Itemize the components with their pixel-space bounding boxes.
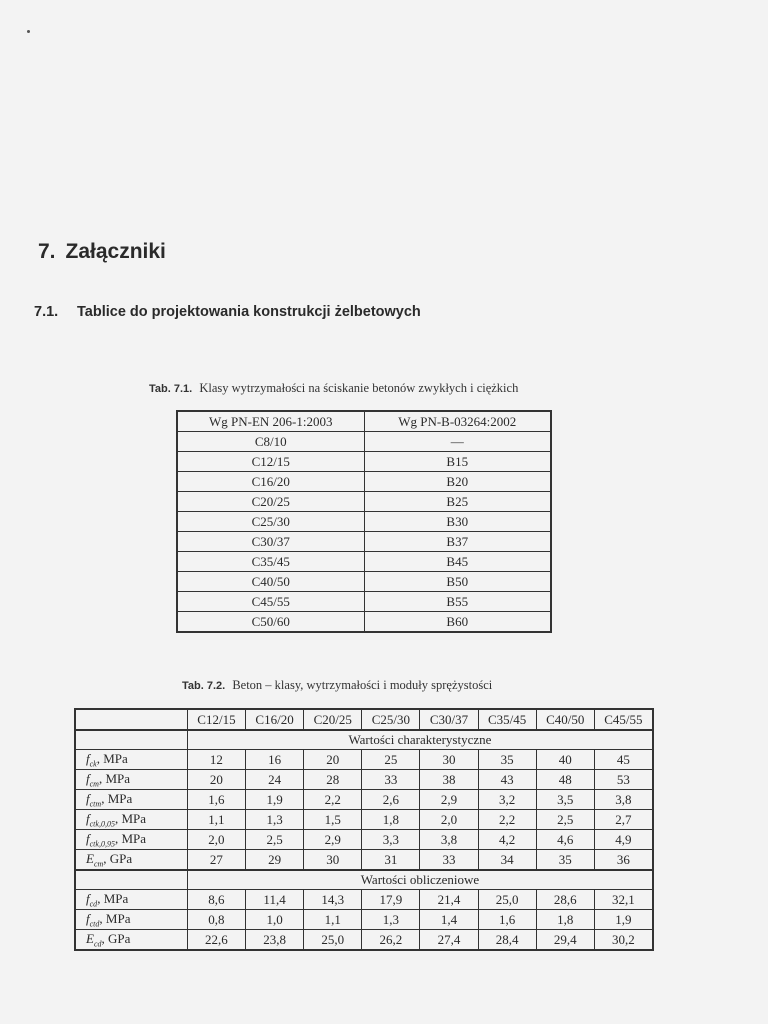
value-cell: 0,8 — [187, 910, 245, 930]
table-row — [75, 770, 653, 790]
table-row — [75, 890, 653, 910]
table-row — [177, 472, 551, 492]
value-cell: 2,6 — [362, 790, 420, 810]
quantity-label-cell — [75, 850, 187, 871]
quantity-label-cell — [75, 930, 187, 951]
concrete-class-comparison-table — [176, 410, 552, 633]
quantity-subscript: cm — [89, 779, 99, 789]
value-cell: 21,4 — [420, 890, 478, 910]
value-cell: 3,2 — [478, 790, 536, 810]
section-row — [75, 730, 653, 750]
table1-header-pn: Wg PN-B-03264:2002 — [364, 411, 551, 432]
value-cell: 40 — [536, 750, 594, 770]
quantity-symbol: E — [86, 850, 94, 866]
value-cell: 1,1 — [187, 810, 245, 830]
quantity-subscript: cm — [93, 859, 104, 869]
value-cell: 27,4 — [420, 930, 478, 951]
table-row — [75, 910, 653, 930]
table-row — [75, 830, 653, 850]
value-cell: 23,8 — [246, 930, 304, 951]
table1-caption — [149, 381, 518, 396]
value-cell: 29,4 — [536, 930, 594, 951]
value-cell: 36 — [594, 850, 653, 871]
class-header-cell: C25/30 — [362, 709, 420, 730]
section-title: Tablice do projektowania konstrukcji żelbetowych — [77, 304, 421, 320]
chapter-heading — [38, 240, 166, 264]
value-cell: 28 — [304, 770, 362, 790]
table-row — [75, 790, 653, 810]
value-cell: 25,0 — [478, 890, 536, 910]
quantity-unit: , MPa — [98, 770, 131, 786]
quantity-label-cell — [75, 770, 187, 790]
quantity-subscript: ctm — [89, 799, 102, 809]
pn-class-cell: B15 — [364, 452, 551, 472]
class-header-cell: C35/45 — [478, 709, 536, 730]
value-cell: 2,5 — [536, 810, 594, 830]
value-cell: 1,9 — [246, 790, 304, 810]
en-class-cell: C20/25 — [177, 492, 364, 512]
pn-class-cell: B55 — [364, 592, 551, 612]
quantity-symbol: f — [86, 770, 90, 786]
en-class-cell: C30/37 — [177, 532, 364, 552]
value-cell: 2,2 — [304, 790, 362, 810]
table-row — [75, 750, 653, 770]
pn-class-cell: — — [364, 432, 551, 452]
quantity-subscript: cd — [89, 899, 98, 909]
quantity-unit: , MPa — [99, 910, 131, 926]
quantity-unit: , MPa — [97, 890, 129, 906]
pn-class-cell: B25 — [364, 492, 551, 512]
value-cell: 3,5 — [536, 790, 594, 810]
value-cell: 1,9 — [594, 910, 653, 930]
section-number: 7.1. — [34, 304, 59, 320]
pn-class-cell: B60 — [364, 612, 551, 633]
table-row — [177, 512, 551, 532]
class-header-cell: C12/15 — [187, 709, 245, 730]
table-row — [177, 612, 551, 633]
table-row — [177, 452, 551, 472]
quantity-label-cell — [75, 810, 187, 830]
pn-class-cell: B37 — [364, 532, 551, 552]
quantity-subscript: ck — [89, 759, 97, 769]
value-cell: 30 — [420, 750, 478, 770]
section-spacer-cell — [75, 870, 187, 890]
section-spacer-cell — [75, 730, 187, 750]
value-cell: 1,1 — [304, 910, 362, 930]
table-row — [75, 850, 653, 871]
quantity-label-cell — [75, 790, 187, 810]
value-cell: 33 — [420, 850, 478, 871]
value-cell: 1,4 — [420, 910, 478, 930]
value-cell: 16 — [246, 750, 304, 770]
scan-speck — [27, 30, 30, 33]
value-cell: 4,6 — [536, 830, 594, 850]
quantity-symbol: f — [86, 910, 90, 926]
quantity-label-cell — [75, 910, 187, 930]
en-class-cell: C8/10 — [177, 432, 364, 452]
table1-caption-text: Klasy wytrzymałości na ściskanie betonów zwykłych i ciężkich — [199, 381, 519, 395]
table1-header-row — [177, 411, 551, 432]
section-characteristic-label: Wartości charakterystyczne — [187, 730, 653, 750]
table2-corner-cell — [75, 709, 187, 730]
value-cell: 30,2 — [594, 930, 653, 951]
value-cell: 35 — [536, 850, 594, 871]
value-cell: 2,9 — [304, 830, 362, 850]
concrete-properties-table — [74, 708, 654, 951]
class-header-cell: C20/25 — [304, 709, 362, 730]
value-cell: 4,2 — [478, 830, 536, 850]
quantity-label-cell — [75, 890, 187, 910]
value-cell: 1,6 — [478, 910, 536, 930]
table2-caption-text: Beton – klasy, wytrzymałości i moduły sprężystości — [232, 678, 493, 692]
value-cell: 14,3 — [304, 890, 362, 910]
table2-body — [75, 730, 653, 950]
class-header-cell: C45/55 — [594, 709, 653, 730]
value-cell: 20 — [187, 770, 245, 790]
value-cell: 29 — [246, 850, 304, 871]
value-cell: 53 — [594, 770, 653, 790]
pn-class-cell: B50 — [364, 572, 551, 592]
table-row — [177, 592, 551, 612]
pn-class-cell: B30 — [364, 512, 551, 532]
value-cell: 17,9 — [362, 890, 420, 910]
table1-header-en: Wg PN-EN 206-1:2003 — [177, 411, 364, 432]
table-row — [75, 810, 653, 830]
quantity-unit: , GPa — [103, 850, 133, 866]
chapter-number: 7. — [38, 240, 56, 263]
value-cell: 2,7 — [594, 810, 653, 830]
value-cell: 3,8 — [420, 830, 478, 850]
quantity-label-cell — [75, 830, 187, 850]
pn-class-cell: B20 — [364, 472, 551, 492]
value-cell: 31 — [362, 850, 420, 871]
value-cell: 27 — [187, 850, 245, 871]
quantity-subscript: cd — [93, 939, 102, 949]
quantity-symbol: f — [86, 750, 90, 766]
quantity-unit: , GPa — [101, 930, 131, 946]
class-header-cell: C40/50 — [536, 709, 594, 730]
value-cell: 2,2 — [478, 810, 536, 830]
value-cell: 28,6 — [536, 890, 594, 910]
en-class-cell: C25/30 — [177, 512, 364, 532]
table-row — [177, 532, 551, 552]
value-cell: 1,3 — [246, 810, 304, 830]
section-row — [75, 870, 653, 890]
value-cell: 24 — [246, 770, 304, 790]
value-cell: 30 — [304, 850, 362, 871]
table-row — [177, 552, 551, 572]
value-cell: 12 — [187, 750, 245, 770]
value-cell: 32,1 — [594, 890, 653, 910]
class-header-cell: C30/37 — [420, 709, 478, 730]
section-design-label: Wartości obliczeniowe — [187, 870, 653, 890]
value-cell: 8,6 — [187, 890, 245, 910]
en-class-cell: C40/50 — [177, 572, 364, 592]
value-cell: 2,5 — [246, 830, 304, 850]
quantity-symbol: f — [86, 810, 90, 826]
quantity-unit: , MPa — [114, 830, 147, 846]
quantity-unit: , MPa — [114, 810, 147, 826]
value-cell: 28,4 — [478, 930, 536, 951]
value-cell: 48 — [536, 770, 594, 790]
value-cell: 3,3 — [362, 830, 420, 850]
quantity-subscript: ctk,0,95 — [89, 839, 115, 849]
table-row — [75, 930, 653, 951]
quantity-subscript: ctk,0,05 — [89, 819, 115, 829]
table-row — [177, 572, 551, 592]
value-cell: 2,0 — [420, 810, 478, 830]
value-cell: 1,0 — [246, 910, 304, 930]
section-heading — [34, 304, 421, 320]
quantity-unit: , MPa — [101, 790, 133, 806]
value-cell: 2,9 — [420, 790, 478, 810]
value-cell: 1,3 — [362, 910, 420, 930]
class-header-cell: C16/20 — [246, 709, 304, 730]
quantity-symbol: f — [86, 830, 90, 846]
value-cell: 1,5 — [304, 810, 362, 830]
en-class-cell: C12/15 — [177, 452, 364, 472]
value-cell: 35 — [478, 750, 536, 770]
quantity-subscript: ctd — [89, 919, 100, 929]
value-cell: 3,8 — [594, 790, 653, 810]
pn-class-cell: B45 — [364, 552, 551, 572]
table-row — [177, 492, 551, 512]
quantity-symbol: f — [86, 790, 90, 806]
en-class-cell: C16/20 — [177, 472, 364, 492]
en-class-cell: C35/45 — [177, 552, 364, 572]
value-cell: 1,6 — [187, 790, 245, 810]
value-cell: 25,0 — [304, 930, 362, 951]
value-cell: 20 — [304, 750, 362, 770]
quantity-unit: , MPa — [96, 750, 128, 766]
table1-label: Tab. 7.1. — [149, 383, 193, 395]
table2-caption — [182, 678, 492, 693]
table2-label: Tab. 7.2. — [182, 680, 226, 692]
value-cell: 22,6 — [187, 930, 245, 951]
value-cell: 43 — [478, 770, 536, 790]
table1-body — [177, 432, 551, 633]
table2-header-row — [75, 709, 653, 730]
en-class-cell: C50/60 — [177, 612, 364, 633]
value-cell: 38 — [420, 770, 478, 790]
value-cell: 26,2 — [362, 930, 420, 951]
value-cell: 4,9 — [594, 830, 653, 850]
value-cell: 45 — [594, 750, 653, 770]
quantity-symbol: f — [86, 890, 90, 906]
value-cell: 33 — [362, 770, 420, 790]
value-cell: 2,0 — [187, 830, 245, 850]
chapter-title: Załączniki — [65, 240, 166, 263]
value-cell: 1,8 — [362, 810, 420, 830]
en-class-cell: C45/55 — [177, 592, 364, 612]
quantity-symbol: E — [86, 930, 94, 946]
table-row — [177, 432, 551, 452]
value-cell: 34 — [478, 850, 536, 871]
value-cell: 1,8 — [536, 910, 594, 930]
value-cell: 11,4 — [246, 890, 304, 910]
quantity-label-cell — [75, 750, 187, 770]
value-cell: 25 — [362, 750, 420, 770]
